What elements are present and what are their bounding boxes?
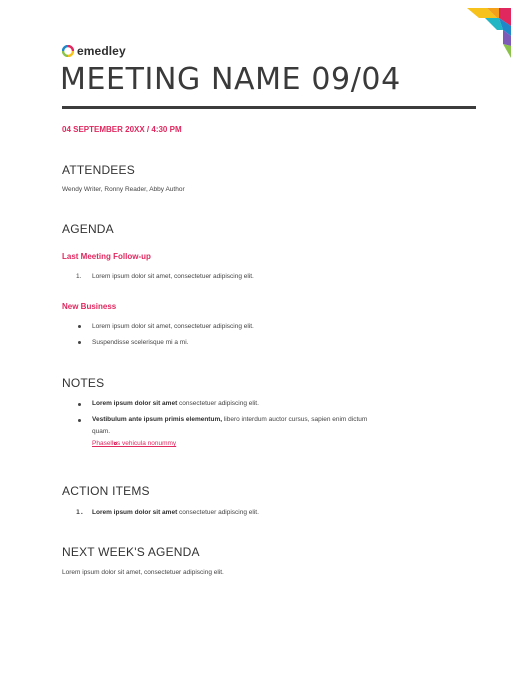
- page-title: MEETING NAME 09/04: [60, 62, 401, 97]
- title-divider: [62, 106, 476, 109]
- note-text-continued: quam.: [92, 428, 111, 435]
- list-item: [62, 322, 254, 331]
- list-item: [62, 414, 367, 438]
- list-item: [62, 508, 259, 517]
- agenda-heading: AGENDA: [62, 222, 114, 236]
- brand-logo: [62, 44, 126, 58]
- action-bold-text: Lorem ipsum dolor sit amet: [92, 509, 178, 516]
- note-text: libero interdum auctor cursus, sapien enim dictum: [222, 416, 368, 423]
- note-bold-text: Vestibulum ante ipsum primis elementum,: [92, 416, 223, 423]
- action-items-heading: ACTION ITEMS: [62, 484, 150, 498]
- phasellus-link[interactable]: Phasellus vehicula nonummy: [92, 440, 177, 447]
- list-item-text: Lorem ipsum dolor sit amet, consectetuer adipiscing elit.: [92, 273, 254, 280]
- logo-ring-icon: [62, 45, 74, 57]
- list-item: [62, 272, 254, 281]
- note-bold-text: Lorem ipsum dolor sit amet: [92, 400, 178, 407]
- new-business-heading: New Business: [62, 302, 117, 311]
- corner-decoration: [465, 0, 525, 60]
- next-week-heading: NEXT WEEK'S AGENDA: [62, 545, 200, 559]
- follow-up-heading: Last Meeting Follow-up: [62, 252, 151, 261]
- hollow-bullet-icon: [114, 442, 117, 445]
- list-number: 1.: [76, 273, 82, 280]
- notes-list: [62, 398, 367, 450]
- attendees-heading: ATTENDEES: [62, 163, 135, 177]
- list-item-text: Suspendisse scelerisque mi a mi.: [92, 339, 189, 346]
- bullet-icon: [78, 325, 81, 328]
- note-text: consectetuer adipiscing elit.: [177, 400, 259, 407]
- action-text: consectetuer adipiscing elit.: [177, 509, 259, 516]
- list-item-text: Lorem ipsum dolor sit amet, consectetuer adipiscing elit.: [92, 323, 254, 330]
- attendees-text: Wendy Writer, Ronny Reader, Abby Author: [62, 186, 185, 193]
- list-number: 1.: [76, 508, 84, 516]
- bullet-icon: [78, 403, 81, 406]
- brand-name: emedley: [77, 44, 126, 58]
- bullet-icon: [78, 419, 81, 422]
- follow-up-list: [62, 272, 254, 281]
- action-items-list: [62, 508, 259, 517]
- bullet-icon: [78, 341, 81, 344]
- sub-list-item: [62, 438, 367, 450]
- next-week-text: Lorem ipsum dolor sit amet, consectetuer adipiscing elit.: [62, 569, 224, 576]
- notes-heading: NOTES: [62, 376, 105, 390]
- new-business-list: [62, 322, 254, 347]
- list-item: [62, 338, 254, 347]
- list-item: [62, 398, 367, 410]
- meeting-date: 04 SEPTEMBER 20XX / 4:30 PM: [62, 125, 182, 134]
